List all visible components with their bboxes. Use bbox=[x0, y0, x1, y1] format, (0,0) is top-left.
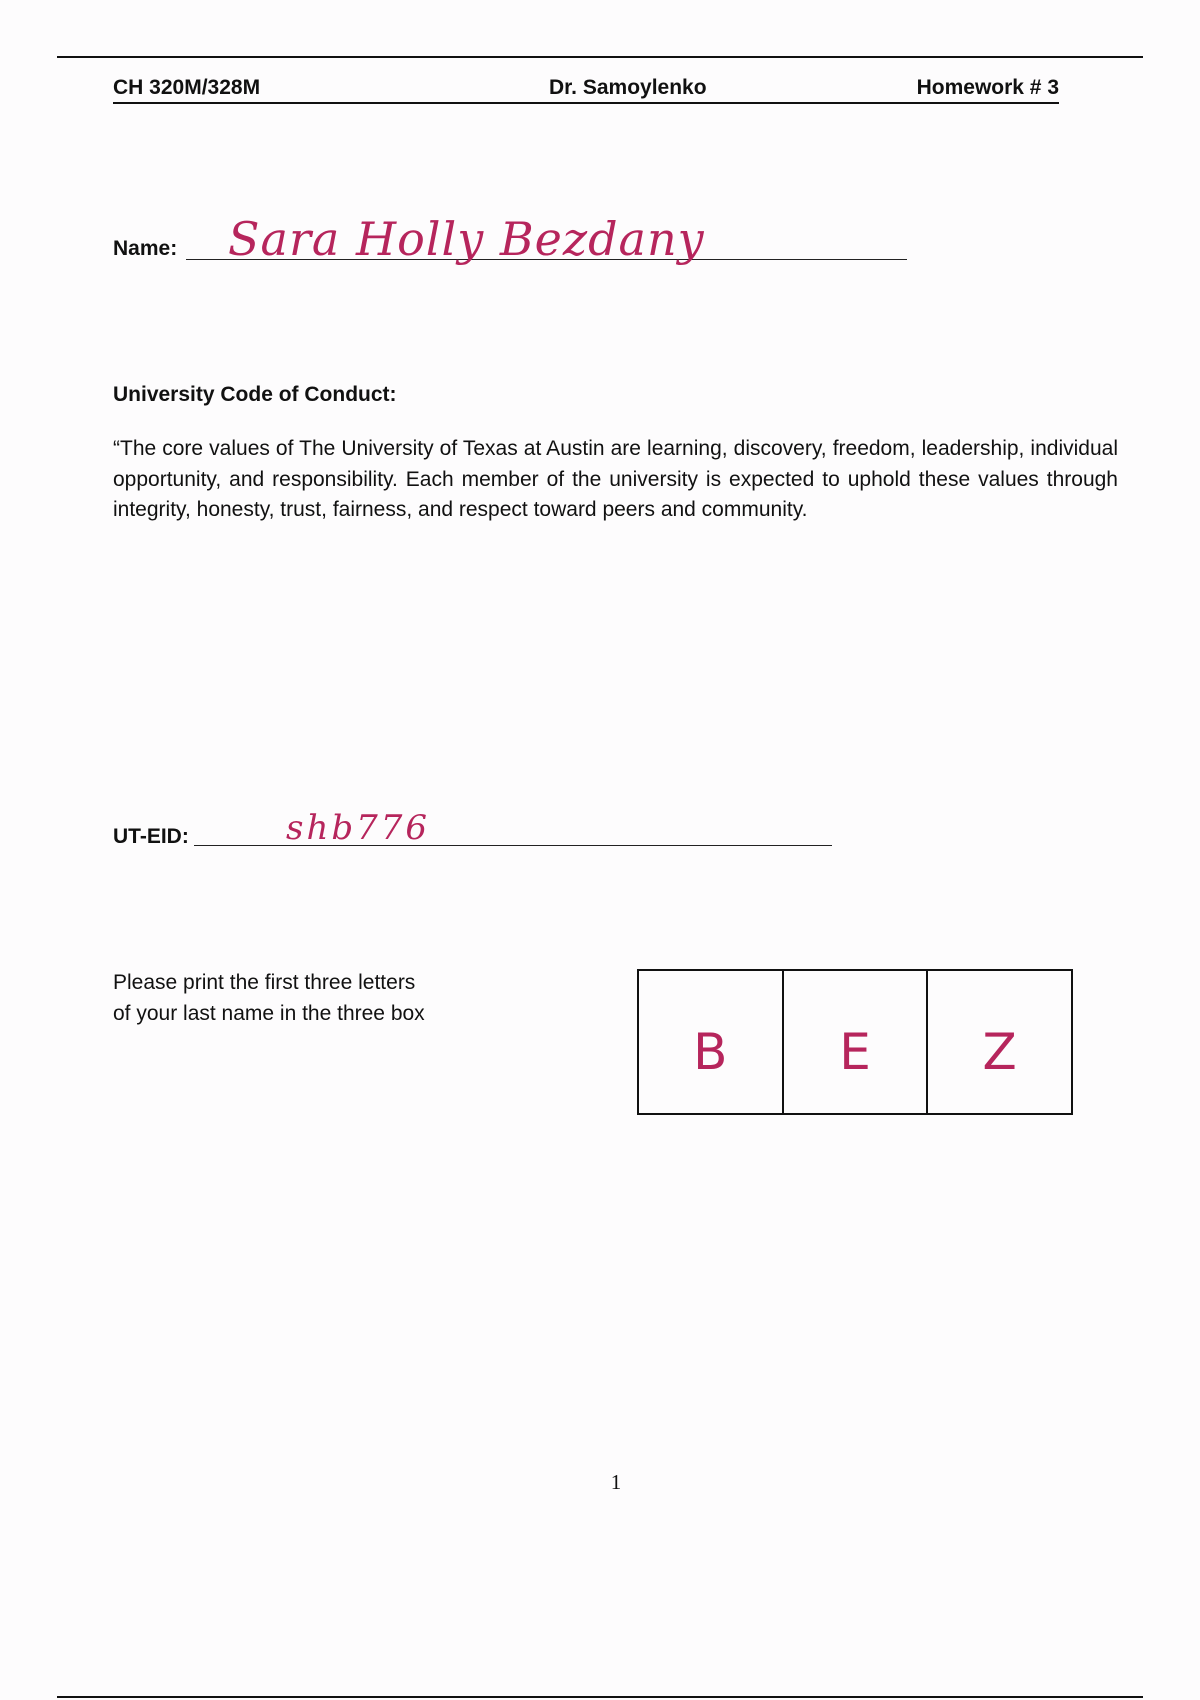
assignment-title: Homework # 3 bbox=[916, 76, 1059, 99]
eid-label: UT-EID: bbox=[113, 825, 189, 848]
code-of-conduct-title: University Code of Conduct: bbox=[113, 383, 397, 406]
bottom-rule bbox=[57, 1696, 1143, 1698]
name-label: Name: bbox=[113, 237, 178, 260]
letter-box-1[interactable]: B bbox=[637, 969, 784, 1115]
letter-box-2[interactable]: E bbox=[782, 969, 929, 1115]
instructions-line-2: of your last name in the three box bbox=[113, 1001, 425, 1025]
letter-box-3[interactable]: Z bbox=[926, 969, 1073, 1115]
name-value: Sara Holly Bezdany bbox=[228, 212, 705, 266]
eid-value: shb776 bbox=[286, 808, 431, 848]
code-of-conduct-text: “The core values of The University of Texas at Austin are learning, discovery, freedom, leadership, individual opportunity, and responsibility. Each member of the university is expected to uphold these values through integrity, honesty, trust, fairness, and respect toward peers and community. bbox=[113, 437, 1118, 521]
top-rule bbox=[57, 56, 1143, 58]
course-code: CH 320M/328M bbox=[113, 76, 261, 99]
page-header bbox=[113, 74, 1059, 104]
instructor-name: Dr. Samoylenko bbox=[549, 76, 707, 99]
instructions-line-1: Please print the first three letters bbox=[113, 971, 416, 994]
page-number: 1 bbox=[610, 1470, 622, 1494]
letter-box-group bbox=[637, 969, 1073, 1115]
letters-instructions bbox=[113, 968, 473, 1029]
